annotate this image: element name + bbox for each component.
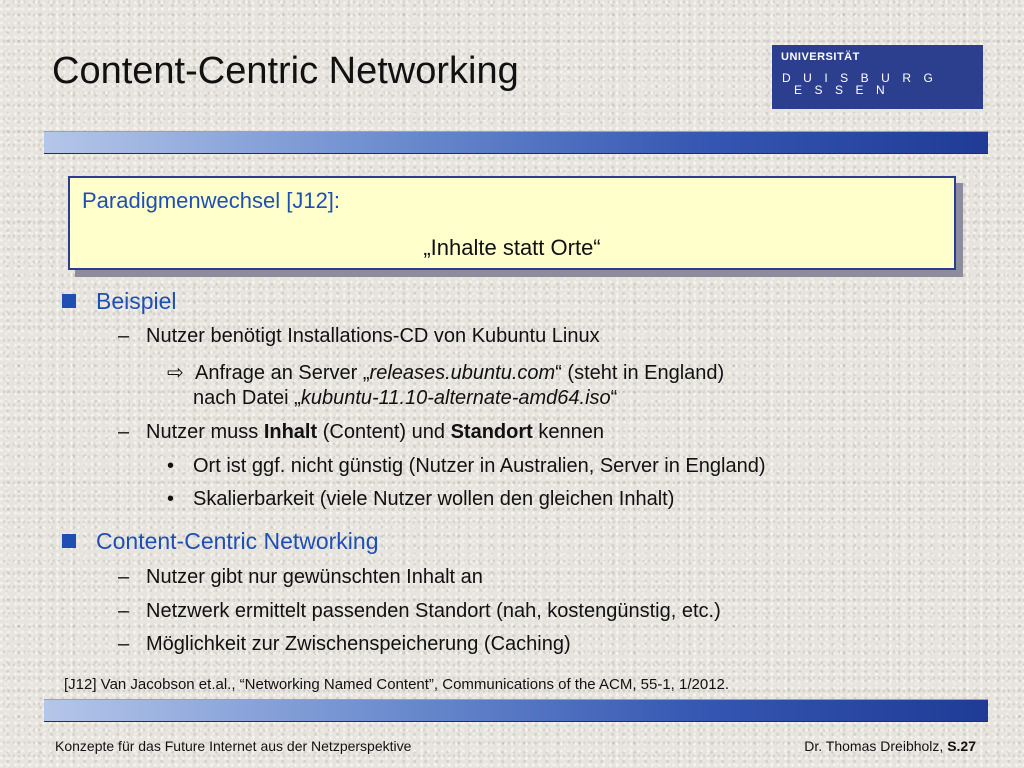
sub-bullet-item (165, 455, 766, 478)
list-item-text-a: Nutzer muss (146, 421, 264, 443)
arrow-item-text-b: “ (steht in England) (555, 362, 725, 384)
footer-course-title: Konzepte für das Future Internet aus der Netzperspektive (55, 738, 412, 754)
header-divider-bar (44, 131, 988, 154)
callout-quote: „Inhalte statt Orte“ (423, 235, 601, 260)
dash-bullet-icon: – (118, 633, 130, 655)
university-logo (772, 45, 983, 109)
list-item-text: Möglichkeit zur Zwischenspeicherung (Caching) (146, 633, 571, 655)
square-bullet-icon (62, 534, 76, 548)
bullet-dot-icon: • (167, 488, 175, 510)
square-bullet-icon (62, 294, 76, 308)
file-item-text-a: nach Datei „ (193, 387, 301, 409)
arrow-item-text-a: Anfrage an Server „ (195, 362, 370, 384)
list-item-text-c: kennen (532, 421, 604, 443)
footer-author-page (804, 738, 976, 754)
list-item-text: Netzwerk ermittelt passenden Standort (nah, kostengünstig, etc.) (146, 600, 721, 622)
list-item (118, 633, 571, 656)
bullet-dot-icon: • (167, 455, 175, 477)
emphasis-inhalt: Inhalt (263, 421, 318, 443)
dash-bullet-icon: – (118, 566, 130, 588)
emphasis-standort: Standort (450, 421, 533, 443)
section-heading-beispiel (62, 288, 177, 315)
sub-bullet-item (165, 488, 674, 511)
arrow-item-server (165, 360, 724, 385)
server-url: releases.ubuntu.com (369, 362, 556, 384)
page-number: S.27 (947, 738, 976, 754)
sub-bullet-text: Ort ist ggf. nicht günstig (Nutzer in Australien, Server in England) (193, 455, 766, 477)
list-item (118, 325, 600, 348)
arrow-item-file (193, 387, 617, 410)
dash-bullet-icon: – (118, 325, 130, 347)
footer-author: Dr. Thomas Dreibholz, (804, 738, 948, 754)
list-item-text: Nutzer gibt nur gewünschten Inhalt an (146, 566, 483, 588)
page-title: Content-Centric Networking (52, 50, 519, 92)
logo-line-essen: ESSEN (794, 83, 898, 97)
list-item (118, 421, 604, 444)
list-item (118, 600, 721, 623)
list-item-text: Nutzer benötigt Installations-CD von Kubuntu Linux (146, 325, 600, 347)
reference-citation: [J12] Van Jacobson et.al., “Networking Named Content”, Communications of the ACM, 55-1, 1/2012. (64, 676, 730, 693)
section-heading-text: Beispiel (96, 288, 177, 314)
logo-line-duisburg: DUISBURG (782, 71, 946, 85)
arrow-right-icon: ⇨ (167, 362, 184, 384)
callout-heading: Paradigmenwechsel [J12]: (82, 188, 341, 213)
section-heading-ccn (62, 528, 379, 555)
list-item (118, 566, 483, 589)
callout-box (68, 176, 956, 270)
file-name: kubuntu-11.10-alternate-amd64.iso (300, 387, 611, 409)
dash-bullet-icon: – (118, 600, 130, 622)
list-item-text-b: (Content) und (317, 421, 451, 443)
file-item-text-b: “ (610, 387, 618, 409)
footer-divider-bar (44, 699, 988, 722)
sub-bullet-text: Skalierbarkeit (viele Nutzer wollen den gleichen Inhalt) (193, 488, 675, 510)
section-heading-text: Content-Centric Networking (96, 528, 379, 554)
dash-bullet-icon: – (118, 421, 130, 443)
logo-line-universitaet: UNIVERSITÄT (781, 51, 860, 63)
